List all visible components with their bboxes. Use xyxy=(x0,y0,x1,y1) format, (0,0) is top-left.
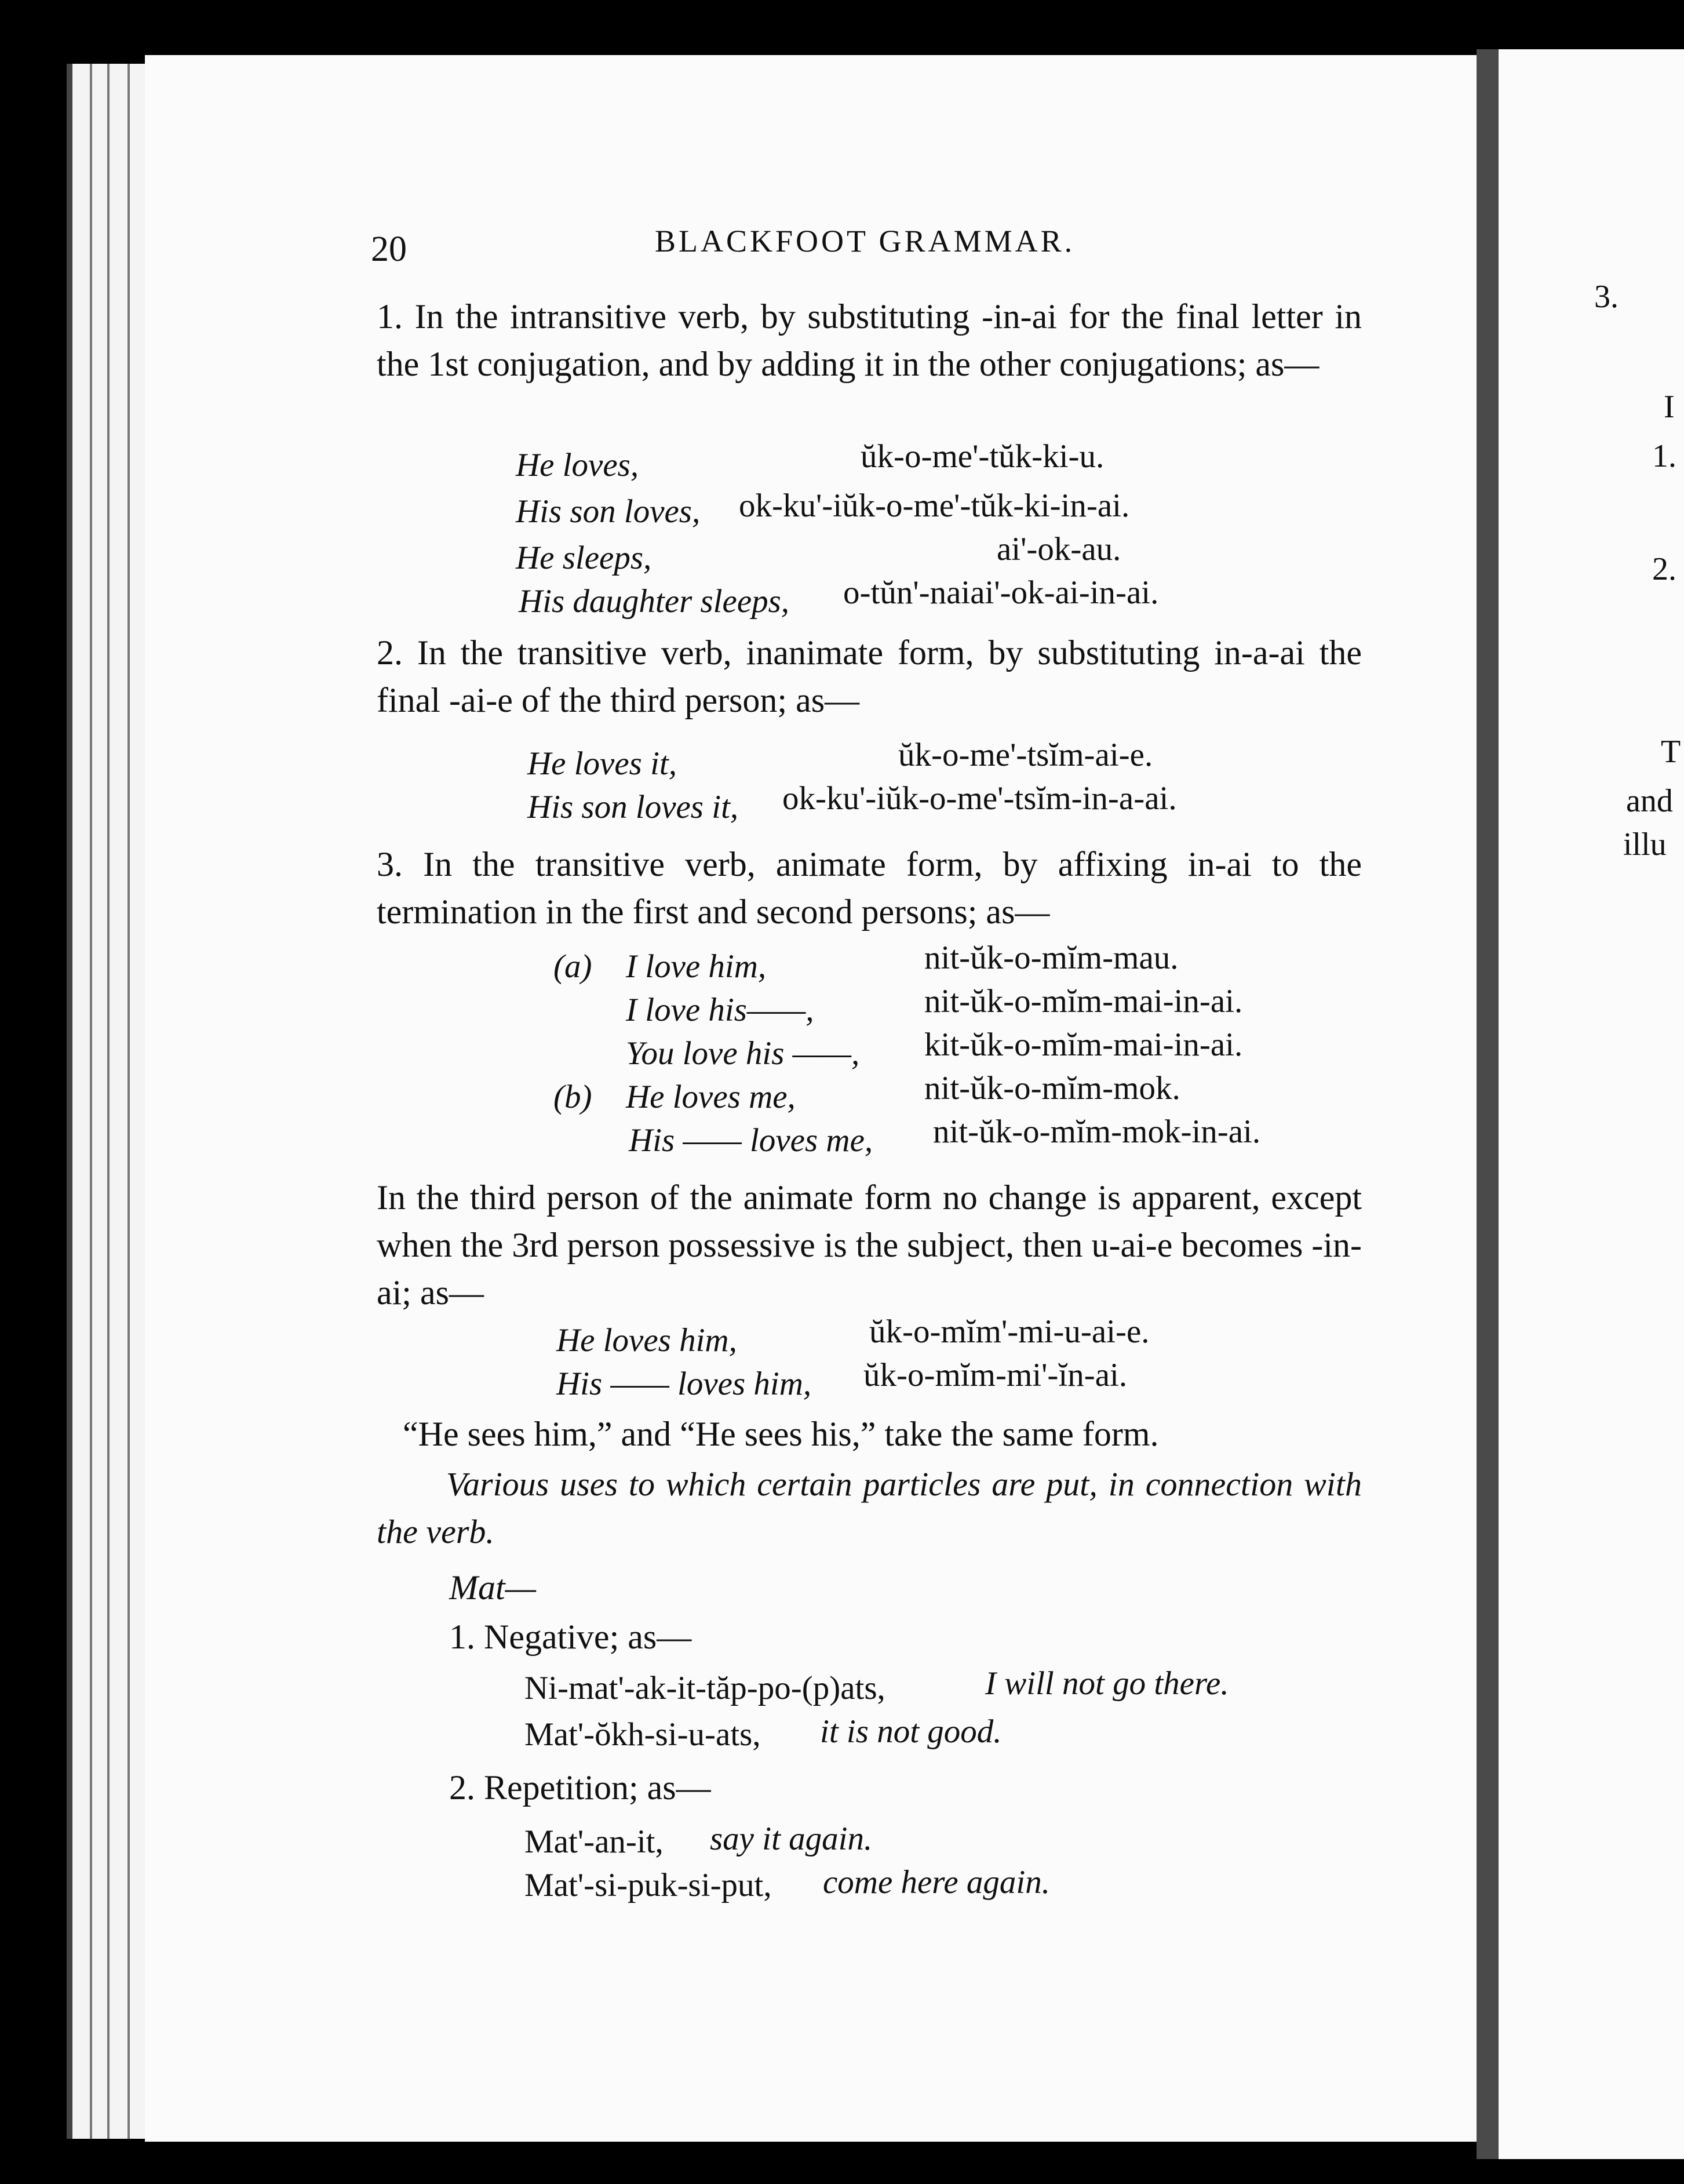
facing-text: 1. xyxy=(1652,438,1676,474)
example-blackfoot: kit-ŭk-o-mĭm-mai-in-ai. xyxy=(924,1027,1243,1063)
example-english: He loves, xyxy=(516,447,639,483)
section-heading: Various uses to which certain particles are put, in connection with the verb. xyxy=(377,1465,1362,1550)
facing-page xyxy=(1499,49,1684,2159)
example-english: His son loves it, xyxy=(527,789,739,825)
example-blackfoot: o-tŭn'-naiai'-ok-ai-in-ai. xyxy=(843,574,1159,611)
facing-text: 2. xyxy=(1652,551,1676,587)
example-english: say it again. xyxy=(710,1821,873,1857)
example-blackfoot: Mat'-si-puk-si-put, xyxy=(524,1867,772,1903)
example-english: it is not good. xyxy=(820,1713,1002,1750)
example-marker: (a) xyxy=(553,948,592,985)
paragraph-5: “He sees him,” and “He sees his,” take the same form. xyxy=(403,1415,1159,1453)
particle-heading: Mat— xyxy=(449,1568,536,1607)
example-english: His —— loves me, xyxy=(629,1122,873,1159)
example-english: I love him, xyxy=(626,948,767,985)
page-number: 20 xyxy=(371,230,407,269)
facing-text: illu xyxy=(1623,827,1667,862)
example-english: His son loves, xyxy=(516,493,701,530)
subheading-repetition: 2. Repetition; as— xyxy=(449,1768,711,1807)
example-english: He loves me, xyxy=(626,1079,796,1115)
paragraph-2: 2. In the transitive verb, inanimate form, by substituting in-a-ai the final -ai-e of the third person; as— xyxy=(377,634,1362,719)
example-english: His —— loves him, xyxy=(556,1366,812,1402)
example-english: I will not go there. xyxy=(985,1665,1229,1702)
example-marker: (b) xyxy=(553,1079,592,1115)
example-english: He loves it, xyxy=(527,745,677,782)
example-blackfoot: ŭk-o-mĭm-mi'-ĭn-ai. xyxy=(863,1357,1128,1393)
example-blackfoot: Mat'-an-it, xyxy=(524,1823,664,1860)
example-blackfoot: ok-ku'-iŭk-o-me'-tsĭm-in-a-ai. xyxy=(782,780,1177,817)
example-blackfoot: nit-ŭk-o-mĭm-mau. xyxy=(924,940,1179,976)
example-english: You love his ——, xyxy=(626,1035,860,1072)
example-blackfoot: nit-ŭk-o-mĭm-mai-in-ai. xyxy=(924,983,1243,1020)
example-english: His daughter sleeps, xyxy=(519,583,790,620)
example-english: He sleeps, xyxy=(516,540,652,576)
example-english: He loves him, xyxy=(556,1322,737,1359)
facing-text: T xyxy=(1661,734,1681,770)
facing-text: and xyxy=(1626,783,1673,819)
example-blackfoot: ŭk-o-me'-tsĭm-ai-e. xyxy=(898,737,1153,773)
example-english: I love his——, xyxy=(626,992,814,1028)
example-blackfoot: ŭk-o-mĭm'-mi-u-ai-e. xyxy=(869,1313,1150,1350)
book-gutter xyxy=(1477,49,1499,2159)
facing-text: I xyxy=(1664,389,1675,425)
running-title: BLACKFOOT GRAMMAR. xyxy=(655,224,1076,259)
example-blackfoot: nit-ŭk-o-mĭm-mok. xyxy=(924,1070,1180,1106)
example-english: come here again. xyxy=(823,1864,1051,1901)
example-blackfoot: nit-ŭk-o-mĭm-mok-in-ai. xyxy=(933,1113,1261,1150)
facing-text: 3. xyxy=(1594,279,1619,315)
example-blackfoot: ŭk-o-me'-tŭk-ki-u. xyxy=(861,438,1105,475)
paragraph-3: 3. In the transitive verb, animate form, by affixing in-ai to the termination in the first and second persons; as— xyxy=(377,845,1362,931)
example-blackfoot: Ni-mat'-ak-it-tăp-po-(p)ats, xyxy=(524,1670,885,1706)
subheading-negative: 1. Negative; as— xyxy=(449,1618,692,1656)
example-blackfoot: Mat'-ŏkh-si-u-ats, xyxy=(524,1716,761,1753)
example-blackfoot: ok-ku'-iŭk-o-me'-tŭk-ki-in-ai. xyxy=(739,487,1130,524)
paragraph-4: In the third person of the animate form no change is apparent, except when the 3rd person possessive is the subject, then u-ai-e becomes -in-ai; as— xyxy=(377,1178,1362,1312)
paragraph-1: 1. In the intransitive verb, by substituting -in-ai for the final letter in the 1st conjugation, and by adding it in the other conjugations; as— xyxy=(377,297,1362,383)
example-blackfoot: ai'-ok-au. xyxy=(997,531,1121,567)
